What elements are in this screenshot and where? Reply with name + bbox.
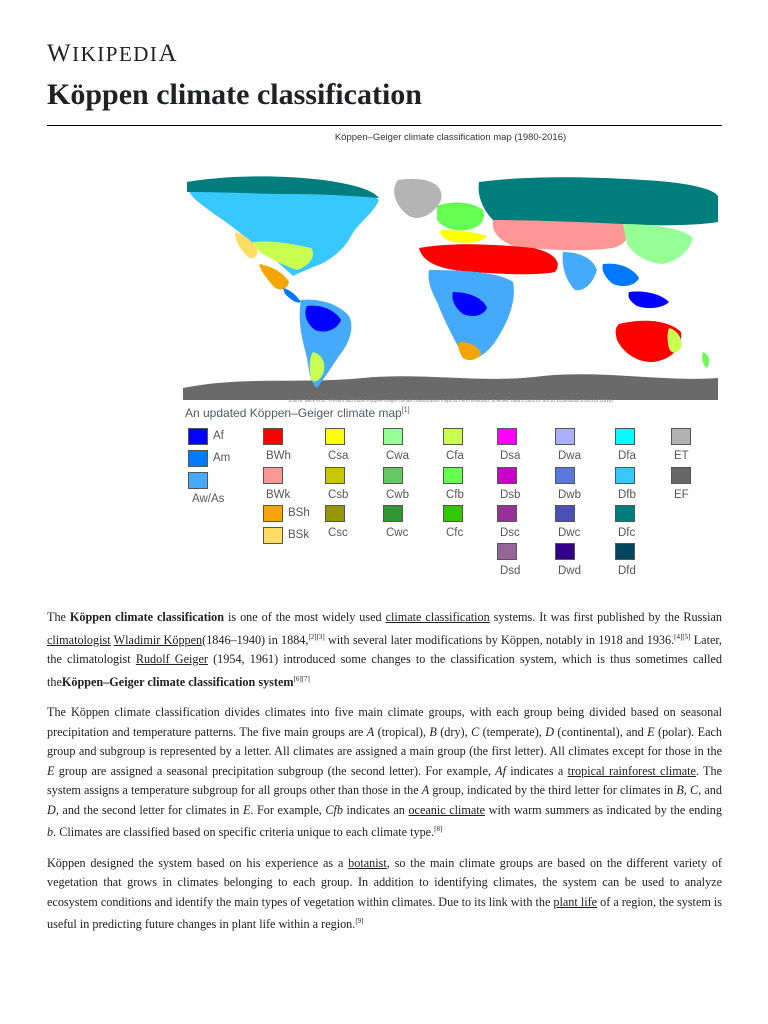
link-rudolf-geiger[interactable]: Rudolf Geiger [135, 652, 208, 667]
legend-label-dwa: Dwa [558, 450, 582, 462]
asia-central-region [493, 220, 628, 250]
legend-label-dfb: Dfb [618, 489, 636, 501]
reference-6-7[interactable]: [6][7] [293, 674, 310, 683]
paragraph-1: The Köppen climate classification is one of the most widely used climate classification systems. It was first published by the Russian climatologist Wladimir Köppen(1846–1940) in 1884,[2][3] with several later modifications by Köppen, notably in 1918 and 1936.[4][5] Later, the climatologist Rudolf Geiger (1954, 1961) introduced some changes to the classification system, which is thus sometimes called theKöppen–Geiger climate classification system[6][7] [47, 610, 723, 689]
legend-label-ef: EF [674, 489, 689, 501]
title-divider [47, 125, 722, 126]
legend-swatch-bsk [263, 527, 283, 544]
legend-label-dsd: Dsd [500, 565, 521, 577]
bold-term: Köppen–Geiger climate classification system [61, 674, 294, 689]
legend-swatch-dwc [555, 505, 575, 522]
link-climatologist[interactable]: climatologist [47, 632, 111, 647]
legend-label-dsa: Dsa [500, 450, 521, 462]
reference-8[interactable]: [8] [434, 825, 443, 834]
legend-label-bsk: BSk [288, 529, 310, 541]
link-botanist[interactable]: botanist [348, 855, 387, 870]
legend-label-dwc: Dwc [558, 527, 581, 539]
legend-label-dfc: Dfc [618, 527, 636, 539]
legend-swatch-et [671, 428, 691, 445]
reference-2-3[interactable]: [2][3] [308, 632, 325, 641]
legend-swatch-af [188, 428, 208, 445]
bold-term: Köppen climate classification [69, 610, 225, 624]
legend-swatch-cwa [383, 428, 403, 445]
legend-label-bsh: BSh [288, 507, 310, 519]
legend-label-dfa: Dfa [618, 450, 636, 462]
legend-swatch-dfa [615, 428, 635, 445]
legend-swatch-bwk [263, 467, 283, 484]
legend-label-bwh: BWh [266, 450, 291, 462]
legend-swatch-aw-as [188, 472, 208, 489]
caption-reference[interactable]: [1] [401, 407, 410, 414]
link-oceanic-climate[interactable]: oceanic climate [408, 802, 486, 817]
wikipedia-wordmark[interactable]: WIKIPEDIA [47, 40, 178, 67]
legend-label-cwc: Cwc [386, 527, 409, 539]
legend-swatch-dsc [497, 505, 517, 522]
legend-swatch-dwd [555, 543, 575, 560]
legend-label-cfb: Cfb [446, 489, 464, 501]
legend-label-dwb: Dwb [558, 489, 582, 501]
link-wladimir-koppen[interactable]: Wladimir Köppen [113, 632, 203, 647]
legend-label-cwb: Cwb [386, 489, 410, 501]
legend-label-af: Af [213, 430, 224, 442]
legend-swatch-bwh [263, 428, 283, 445]
legend-label-dsb: Dsb [500, 489, 521, 501]
link-plant-life[interactable]: plant life [553, 894, 598, 909]
legend-swatch-dsa [497, 428, 517, 445]
legend-swatch-csa [325, 428, 345, 445]
paragraph-2: The Köppen climate classification divides climates into five main climate groups, with each group being divided based on seasonal precipitation and temperature patterns. The five main groups are A (tropical), B (dry), C (temperate), D (continental), and E (polar). Each group and subgroup is represented by a letter. All climates are assigned a main group (the first letter). All climates except for those in the E group are assigned a seasonal precipitation subgroup (the second letter). For example, Af indicates a tropical rainforest climate. The system assigns a temperature subgroup for all groups other than those in the A group, indicated by the third letter for climates in B, C, and D, and the second letter for climates in E. For example, Cfb indicates an oceanic climate with warm summers as indicated by the ending b. Climates are classified based on specific criteria unique to each climate type.[8] [47, 705, 722, 840]
legend-swatch-dfb [615, 467, 635, 484]
legend-swatch-cwc [383, 505, 403, 522]
reference-9[interactable]: [9] [355, 917, 364, 926]
legend-swatch-dwa [555, 428, 575, 445]
legend-label-cfc: Cfc [446, 527, 464, 539]
world-climate-map[interactable] [183, 152, 718, 430]
map-source-note: Source: Beck et al.: Present and future Köppen-Geiger climate classification maps at 1-km resolution, Scientific Data 5:180214, doi:10.1038/sdata.2018.214 (2018) [288, 398, 613, 403]
legend-swatch-dsb [497, 467, 517, 484]
legend-label-cwa: Cwa [386, 450, 410, 462]
legend-label-et: ET [674, 450, 689, 462]
figure-caption: An updated Köppen–Geiger climate map[1] [185, 406, 410, 420]
legend-label-csc: Csc [328, 527, 348, 539]
reference-4-5[interactable]: [4][5] [674, 632, 691, 641]
legend-label-aw-as: Aw/As [192, 493, 225, 505]
legend-label-csb: Csb [328, 489, 349, 501]
legend-swatch-cfb [443, 467, 463, 484]
legend-swatch-am [188, 450, 208, 467]
legend-swatch-bsh [263, 505, 283, 522]
legend-swatch-dfc [615, 505, 635, 522]
legend-swatch-csb [325, 467, 345, 484]
paragraph-3: Köppen designed the system based on his experience as a botanist, so the main climate groups are based on the different variety of vegetation that grows in climates belonging to each group. In addition to identifying climates, the system can be used to analyze ecosystem conditions and identify the main types of vegetation within climates. Due to its link with the plant life of a region, the system is useful in predicting future changes in plant life within a region.[9] [47, 855, 723, 932]
legend-label-dwd: Dwd [558, 565, 582, 577]
link-tropical-rainforest-climate[interactable]: tropical rainforest climate [567, 763, 696, 778]
legend-label-dsc: Dsc [500, 527, 520, 539]
legend-label-dfd: Dfd [618, 565, 636, 577]
legend-label-csa: Csa [328, 450, 349, 462]
legend-swatch-dwb [555, 467, 575, 484]
legend-label-am: Am [213, 452, 231, 464]
article-body [47, 608, 722, 946]
legend-swatch-ef [671, 467, 691, 484]
link-climate-classification[interactable]: climate classification [385, 610, 490, 624]
asia-north-region [479, 177, 718, 225]
legend-label-bwk: BWk [266, 489, 291, 501]
legend-swatch-cfc [443, 505, 463, 522]
page-title: Köppen climate classification [47, 78, 422, 111]
legend-label-cfa: Cfa [446, 450, 464, 462]
legend-swatch-cwb [383, 467, 403, 484]
legend-swatch-dfd [615, 543, 635, 560]
legend-swatch-csc [325, 505, 345, 522]
map-title: Köppen–Geiger climate classification map (1980-2016) [334, 132, 567, 143]
legend-swatch-cfa [443, 428, 463, 445]
legend-swatch-dsd [497, 543, 517, 560]
